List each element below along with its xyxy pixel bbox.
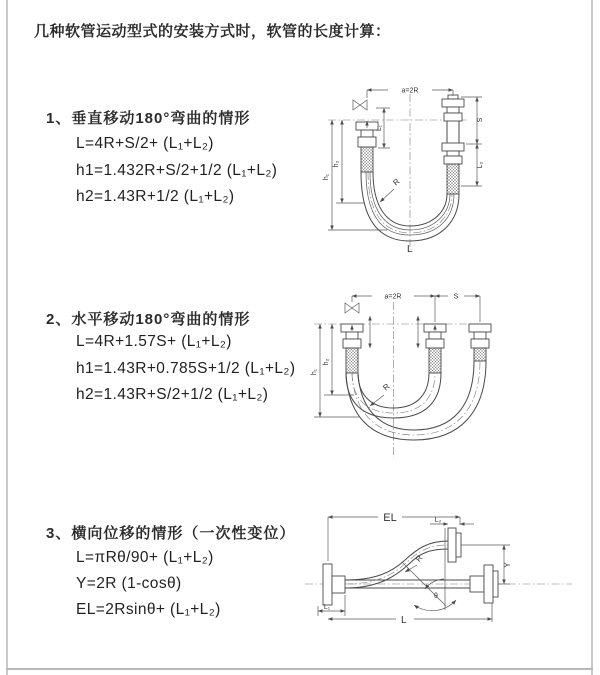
radius-label: R [391, 176, 402, 188]
section-3-heading: 3、横向位移的情形（一次性变位） [46, 525, 296, 542]
radius-label: R [413, 553, 425, 564]
section-3-formula-L: L=πRθ/90+ (L₁+L₂) [76, 549, 214, 566]
section-2-formula-L: L=4R+1.57S+ (L₁+L₂) [76, 333, 232, 350]
dim-label-s: S [453, 293, 459, 301]
right-fitting [442, 95, 464, 194]
section-2-heading: 2、水平移动180°弯曲的情形 [46, 311, 251, 328]
dim-label-h2: h₂ [333, 160, 340, 168]
section-2-formula-h1: h1=1.43R+0.785S+1/2 (L₁+L₂) [76, 360, 296, 377]
left-fitting [356, 122, 378, 172]
dim-label-s: S [477, 117, 484, 123]
dimensions [311, 294, 480, 418]
section-1-heading: 1、垂直移动180°弯曲的情形 [46, 110, 251, 127]
section-1-formula-L: L=4R+S/2+ (L₁+L₂) [76, 135, 214, 152]
right-fitting [469, 324, 491, 361]
valve-icon [345, 303, 359, 313]
valve-icon [353, 100, 367, 110]
dim-label-y: Y [503, 562, 512, 568]
dim-label-el: EL [383, 512, 397, 524]
diagram-vertical-180-bend [320, 78, 590, 256]
lower-right-flange [470, 565, 498, 603]
dim-label-h1: h₁ [311, 368, 318, 376]
radius-label: R [381, 381, 392, 393]
middle-fitting [424, 324, 446, 373]
section-3-formula-Y: Y=2R (1-cosθ) [76, 575, 182, 592]
scan-edge-left [6, 0, 8, 675]
section-2-formula-h2: h2=1.43R+S/2+1/2 (L₁+L₂) [76, 386, 269, 403]
s-curve-hose [345, 541, 448, 588]
dim-label-l1: L₁ [323, 604, 331, 611]
dim-label-a2r: a=2R [401, 87, 419, 95]
dim-label-h2: h₂ [323, 358, 330, 366]
left-fitting [341, 324, 363, 373]
hose-u-bend-position-2 [346, 361, 486, 440]
dim-label-h1: h₁ [323, 173, 330, 181]
section-1-formula-h1: h1=1.432R+S/2+1/2 (L₁+L₂) [76, 162, 278, 179]
dimensions [318, 512, 512, 626]
diagram-lateral-displacement [298, 503, 593, 655]
length-label: L [407, 244, 413, 255]
scan-edge-bottom [6, 668, 593, 670]
section-3-formula-EL: EL=2Rsinθ+ (L₁+L₂) [76, 601, 221, 618]
angle-label: θ [434, 593, 438, 600]
dim-label-l2: L₂ [434, 517, 442, 524]
section-1-formula-h2: h2=1.43R+1/2 (L₁+L₂) [76, 188, 235, 205]
page-title: 几种软管运动型式的安装方式时，软管的长度计算： [34, 23, 391, 40]
centerlines [314, 302, 490, 458]
dim-label-l2: L₂ [477, 161, 484, 169]
left-flange [323, 564, 345, 605]
upper-right-flange [448, 528, 461, 562]
dim-label-a2r: a=2R [384, 293, 402, 301]
length-label: L [401, 615, 407, 626]
diagram-horizontal-180-bend [308, 288, 592, 466]
dim-label-l1: L₁ [376, 124, 383, 132]
